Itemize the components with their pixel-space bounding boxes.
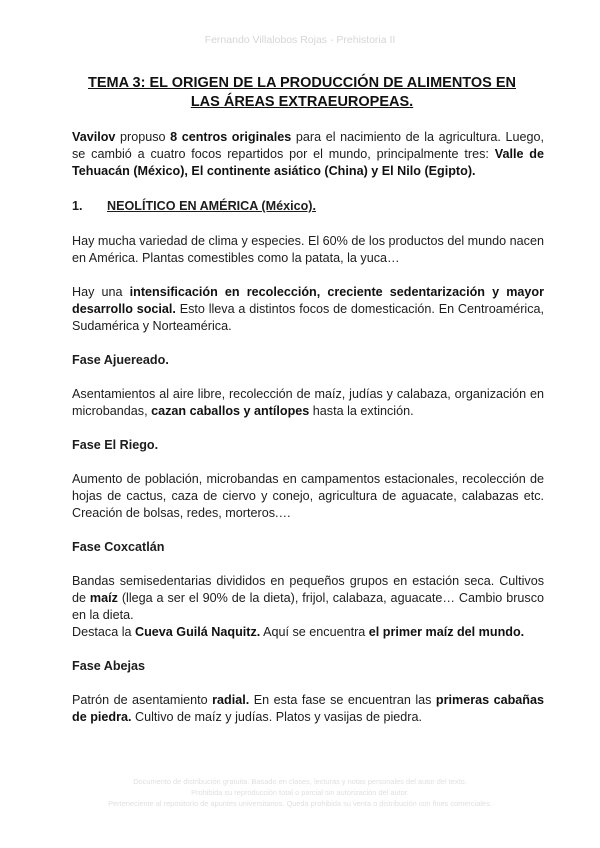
footer-line-3: Perteneciente al repositorio de apuntes universitarios. Queda prohibida su venta o distribución con fines comerciales. — [108, 799, 492, 808]
intro-bold-1: Vavilov — [72, 130, 116, 144]
section-heading — [72, 198, 544, 215]
phase-heading-ajuereado: Fase Ajuereado. — [72, 353, 169, 367]
page-title — [72, 74, 532, 112]
coxcatlan-text-1: Bandas semisedentarias divididos en pequeños grupos en estación seca. Cultivos de — [72, 574, 544, 605]
intro-paragraph — [72, 129, 544, 180]
footer-disclaimer — [60, 776, 540, 809]
ajuereado-text-2: hasta la extinción. — [309, 404, 414, 418]
footer-line-2: Prohibida su reproducción total o parcial sin autorización del autor. — [191, 788, 409, 797]
ajuereado-bold-1: cazan caballos y antílopes — [151, 404, 310, 418]
footer-line-1: Documento de distribución gratuita. Basado en clases, lecturas y notas personales del autor del texto. — [133, 777, 467, 786]
paragraph-1: Hay mucha variedad de clima y especies. El 60% de los productos del mundo nacen en América. Plantas comestibles como la patata, la yuca… — [72, 234, 544, 265]
title-line-1: TEMA 3: EL ORIGEN DE LA PRODUCCIÓN DE ALIMENTOS EN — [87, 75, 517, 91]
coxcatlan-bold-1: maíz — [89, 591, 118, 605]
intro-text-1: propuso — [115, 130, 171, 144]
phase-text-riego: Aumento de población, microbandas en campamentos estacionales, recolección de hojas de cactus, caza de ciervo y conejo, agricultura de aguacate, calabazas etc. Creación de bolsas, redes, morteros.… — [72, 472, 544, 520]
abejas-text-3: Cultivo de maíz y judías. Platos y vasijas de piedra. — [131, 710, 422, 724]
title-line-2: LAS ÁREAS EXTRAEUROPEAS. — [190, 94, 414, 110]
abejas-text-1: Patrón de asentamiento — [72, 693, 213, 707]
para2-bold-1: intensificación en recolección, creciente sedentarización y mayor desarrollo social. — [72, 285, 544, 316]
intro-bold-2: 8 centros originales — [170, 130, 292, 144]
coxcatlan-bold-3: el primer maíz del mundo. — [368, 625, 525, 639]
ajuereado-text-1: Asentamientos al aire libre, recolección de maíz, judías y calabaza, organización en microbandas, — [72, 387, 544, 418]
para2-text-1: Hay una — [72, 285, 130, 299]
coxcatlan-text-4: Aquí se encuentra — [260, 625, 369, 639]
phase-text-coxcatlan — [72, 573, 544, 624]
phase-heading-abejas: Fase Abejas — [72, 659, 146, 673]
phase-heading-coxcatlan: Fase Coxcatlán — [72, 540, 165, 554]
coxcatlan-text-3: Destaca la — [72, 625, 135, 639]
paragraph-2 — [72, 284, 544, 335]
abejas-bold-2: primeras cabañas de piedra. — [72, 693, 544, 724]
coxcatlan-text-2: (llega a ser el 90% de la dieta), frijol, calabaza, aguacate… Cambio brusco en la dieta. — [72, 591, 544, 622]
phase-heading-riego: Fase El Riego. — [72, 438, 159, 452]
coxcatlan-bold-2: Cueva Guilá Naquitz. — [135, 625, 261, 639]
header-watermark: Fernando Villalobos Rojas - Prehistoria II — [204, 34, 396, 46]
document-body — [72, 129, 544, 726]
phase-text-abejas — [72, 692, 544, 726]
phase-text-ajuereado — [72, 386, 544, 420]
abejas-bold-1: radial. — [212, 693, 250, 707]
para2-text-2: Esto lleva a distintos focos de domesticación. En Centroamérica, Sudamérica y Norteamérica. — [72, 302, 545, 333]
abejas-text-2: En esta fase se encuentran las — [249, 693, 436, 707]
intro-bold-3: Valle de Tehuacán (México), El continente asiático (China) y El Nilo (Egipto). — [72, 147, 544, 178]
section-number: 1. — [72, 199, 83, 213]
phase-text-coxcatlan-2 — [72, 624, 544, 641]
intro-text-2: para el nacimiento de la agricultura. Luego, se cambió a cuatro focos repartidos por el mundo, principalmente tres: — [72, 130, 545, 161]
section-title: NEOLÍTICO EN AMÉRICA (México). — [107, 199, 316, 213]
